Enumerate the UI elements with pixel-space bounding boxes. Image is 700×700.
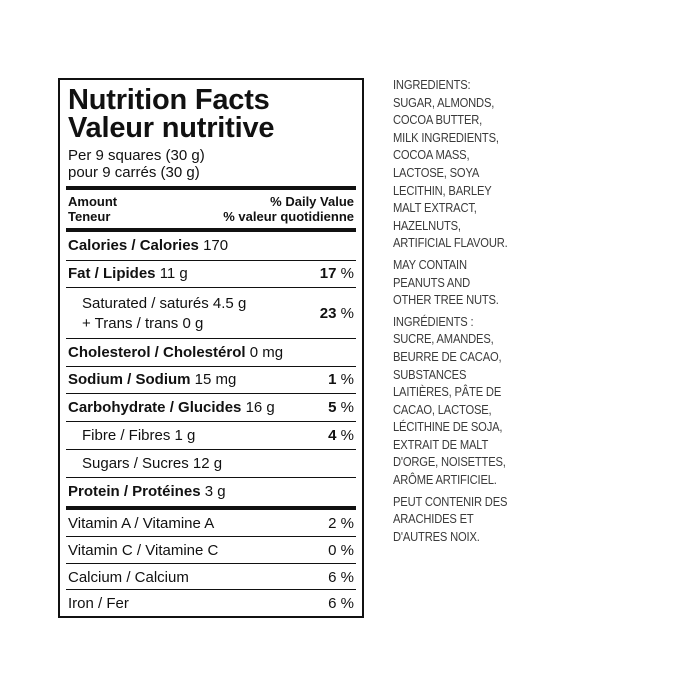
nutrient-row-protein [68,483,354,500]
vitamin-label: Calcium / Calcium [68,569,189,586]
vitamin-label: Iron / Fer [68,595,129,612]
vitamin-label: Vitamin C / Vitamine C [68,542,219,559]
ingredient-line: CACAO, LACTOSE, [393,401,492,417]
allergen-warning-en [393,256,563,309]
divider-thick [66,186,356,190]
nutrient-label: Sodium / Sodium [68,371,191,388]
amount-en: Amount [68,194,118,209]
ingredient-line: PEUT CONTENIR DES [393,493,508,509]
nutrient-amount: 0 g [182,315,204,332]
daily-value-fr: % valeur quotidienne [223,209,354,224]
vitamin-row-calcium [68,569,354,586]
column-header-fr [68,209,354,224]
vitamin-dv: 2 % [328,515,354,532]
ingredient-line: SUCRE, AMANDES, [393,331,494,347]
ingredient-line: D'ORGE, NOISETTES, [393,454,506,470]
allergen-warning-fr [393,493,563,546]
ingredient-line: COCOA MASS, [393,147,470,163]
vitamin-dv: 6 % [328,595,354,612]
nutrient-row-cholesterol [68,344,354,361]
divider [66,536,356,537]
nutrient-dv: 23 % [319,305,354,322]
divider [66,449,356,450]
vitamin-row-c [68,542,354,559]
divider [66,563,356,564]
nutrition-facts-panel [58,78,364,618]
divider [66,393,356,394]
vitamin-row-iron [68,595,354,612]
nutrient-dv: 4 % [328,427,354,444]
ingredient-line: LAITIÈRES, PÂTE DE [393,384,502,400]
nutrient-row-sodium [68,371,354,388]
vitamin-dv: 0 % [328,542,354,559]
ingredient-line: LACTOSE, SOYA [393,164,480,180]
divider-thick [66,506,356,510]
calories-value: 170 [203,237,229,254]
nutrient-label: Sugars / Sucres [82,455,189,472]
nutrient-row-carbohydrate [68,399,354,416]
nutrient-label: Carbohydrate / Glucides [68,399,242,416]
nutrient-row-saturated [82,295,354,322]
nutrient-amount: 12 g [192,455,223,472]
serving-en: Per 9 squares (30 g) [68,147,205,164]
nutrient-dv: 1 % [328,371,354,388]
ingredient-line: SUBSTANCES [393,366,467,382]
title-en: Nutrition Facts [68,84,270,116]
nutrient-label: + Trans / trans [82,315,179,332]
ingredient-line: INGRÉDIENTS : [393,313,474,329]
ingredient-line: MILK INGREDIENTS, [393,129,499,145]
nutrient-amount: 11 g [159,265,188,282]
divider [66,287,356,288]
nutrient-amount: 3 g [204,483,226,500]
ingredient-line: OTHER TREE NUTS. [393,292,499,308]
nutrient-label: Fibre / Fibres [82,427,171,444]
divider-thick [66,228,356,232]
divider [66,366,356,367]
nutrient-amount: 0 mg [249,344,284,361]
ingredient-line: ARTIFICIAL FLAVOUR. [393,235,508,251]
nutrient-amount: 1 g [174,427,196,444]
column-header [68,194,354,209]
divider [66,421,356,422]
divider [66,477,356,478]
nutrient-dv: 17 % [319,265,354,282]
nutrient-row-trans [82,315,354,332]
ingredient-line: PEANUTS AND [393,274,471,290]
nutrient-label: Protein / Protéines [68,483,201,500]
nutrient-row-fibre [82,427,354,444]
ingredient-line: D'AUTRES NOIX. [393,528,480,544]
divider [66,338,356,339]
daily-value-en: % Daily Value [270,194,354,209]
vitamin-label: Vitamin A / Vitamine A [68,515,215,532]
title-fr: Valeur nutritive [68,112,275,144]
ingredient-line: ARÔME ARTIFICIEL. [393,472,497,488]
serving-fr: pour 9 carrés (30 g) [68,164,200,181]
calories-row [68,237,354,254]
ingredient-line: EXTRAIT DE MALT [393,436,489,452]
nutrient-label: Cholesterol / Cholestérol [68,344,246,361]
ingredient-line: HAZELNUTS, [393,217,461,233]
ingredient-line: SUGAR, ALMONDS, [393,94,495,110]
nutrient-amount: 15 mg [194,371,237,388]
vitamin-dv: 6 % [328,569,354,586]
vitamin-row-a [68,515,354,532]
ingredient-line: COCOA BUTTER, [393,112,483,128]
nutrient-amount: 16 g [245,399,275,416]
ingredient-line: MAY CONTAIN [393,256,467,272]
nutrient-row-sugars [82,455,354,472]
ingredient-line: INGREDIENTS: [393,77,471,92]
ingredient-line: MALT EXTRACT, [393,200,477,216]
calories-label: Calories / Calories [68,237,199,254]
nutrient-dv: 5 % [328,399,354,416]
amount-fr: Teneur [68,209,111,224]
nutrient-amount: 4.5 g [212,295,247,312]
ingredient-line: ARACHIDES ET [393,511,474,527]
ingredients-fr [393,313,563,489]
divider [66,260,356,261]
ingredient-line: LECITHIN, BARLEY [393,182,492,198]
divider [66,589,356,590]
nutrient-label: Fat / Lipides [68,265,156,282]
ingredients-en [393,76,563,252]
nutrient-row-fat [68,265,354,282]
ingredient-line: BEURRE DE CACAO, [393,348,502,364]
ingredient-line: LÉCITHINE DE SOJA, [393,419,503,435]
nutrient-label: Saturated / saturés [82,295,209,312]
ingredients-list [393,76,563,549]
